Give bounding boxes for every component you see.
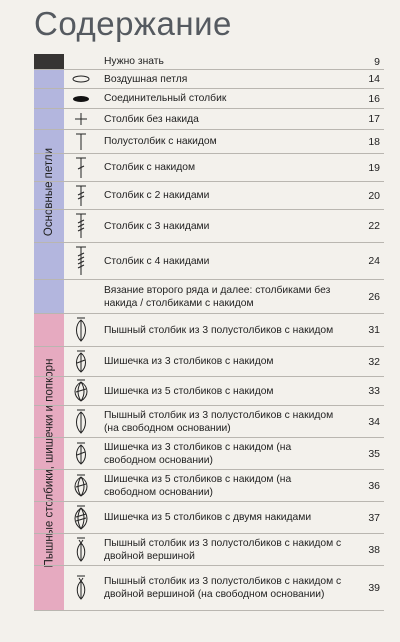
toc-entry[interactable] [34,109,384,130]
treble-crochet-icon [64,185,98,207]
entry-title: Столбик с 4 накидами [104,255,210,267]
entry-page: 17 [368,113,380,125]
entry-page: 26 [368,290,380,303]
section-label: Пышные столбики, шишечки и попкорн [34,314,64,611]
entry-page: 16 [368,92,380,105]
entry-page: 19 [368,161,380,174]
puff-stitch-icon [64,317,98,343]
toc-entry[interactable] [34,182,384,210]
puff-double-top-icon [64,537,98,563]
toc-entry[interactable] [34,502,384,534]
toc-entry[interactable] [34,566,384,611]
chain-stitch-icon [64,75,98,83]
entry-title: Шишечка из 3 столбиков с накидом [104,356,274,367]
toc-entry[interactable] [34,347,384,377]
bobble-5-icon [64,379,98,403]
entry-page: 36 [368,479,380,492]
entry-title: Пышный столбик из 3 полустолбиков с накидом [104,324,334,336]
puff-double-top-icon [64,575,98,601]
toc-entry[interactable] [34,210,384,243]
entry-title: Шишечка из 5 столбиков с накидом [104,385,274,397]
entry-page: 32 [368,355,380,368]
table-of-contents [34,54,384,611]
entry-title: Пышный столбик из 3 полустолбиков с накидом с двойной вершиной [104,537,342,562]
toc-entry[interactable] [34,470,384,502]
entry-title: Пышный столбик из 3 полустолбиков с накидом с двойной вершиной (на свободном основании) [104,576,342,600]
toc-entry[interactable] [34,534,384,566]
entry-page: 38 [368,543,380,556]
toc-entry[interactable] [34,280,384,314]
entry-title: Вязание второго ряда и далее: столбиками без накида / столбиками с накидом [104,284,331,309]
entry-title: Столбик с 2 накидами [104,190,210,201]
section-basic-stitches [34,70,384,314]
entry-page: 24 [368,255,380,267]
toc-entry[interactable] [34,130,384,154]
half-double-crochet-icon [64,133,98,151]
bobble-3-icon [64,350,98,374]
toc-entry[interactable] [34,438,384,470]
entry-title: Столбик с 3 накидами [104,220,210,232]
toc-entry[interactable] [34,154,384,182]
section-marker [34,54,64,69]
entry-page: 20 [368,189,380,202]
entry-title: Столбик без накида [104,113,199,125]
entry-page: 35 [368,447,380,460]
entry-title: Полустолбик с накидом [104,136,217,147]
double-treble-icon [64,213,98,239]
entry-title: Соединительный столбик [104,93,227,104]
entry-page: 9 [374,55,380,68]
single-crochet-icon [64,112,98,126]
entry-page: 14 [368,73,380,85]
toc-entry[interactable] [34,243,384,280]
entry-page: 33 [368,385,380,397]
toc-entry[interactable] [34,406,384,438]
entry-page: 22 [368,220,380,232]
toc-entry[interactable] [34,89,384,109]
entry-title: Шишечка из 3 столбиков с накидом (на свободном основании) [104,441,292,466]
bobble-5-treble-icon [64,505,98,531]
bobble-3-icon [64,442,98,466]
section-label: Основные петли [34,70,64,314]
entry-page: 31 [368,324,380,336]
entry-title: Шишечка из 5 столбиков с двумя накидами [104,512,312,523]
puff-stitch-icon [64,409,98,435]
page-title: Содержание [34,5,232,42]
entry-title: Воздушная петля [104,73,188,85]
section-puff-bobble-popcorn [34,314,384,611]
entry-page: 34 [368,415,380,428]
entry-title: Столбик с накидом [104,162,196,173]
slip-stitch-icon [64,95,98,103]
toc-entry[interactable] [34,377,384,406]
entry-page: 39 [368,582,380,594]
triple-treble-icon [64,246,98,276]
entry-page: 18 [368,135,380,148]
toc-entry[interactable] [34,314,384,347]
bobble-5-icon [64,474,98,498]
toc-entry[interactable] [34,70,384,89]
toc-entry-intro[interactable] [34,54,384,70]
entry-page: 37 [368,511,380,524]
entry-title: Пышный столбик из 3 полустолбиков с накидом (на свободном основании) [104,409,334,434]
entry-title: Нужно знать [104,56,164,67]
entry-title: Шишечка из 5 столбиков с накидом (на свободном основании) [104,473,292,498]
double-crochet-icon [64,157,98,179]
